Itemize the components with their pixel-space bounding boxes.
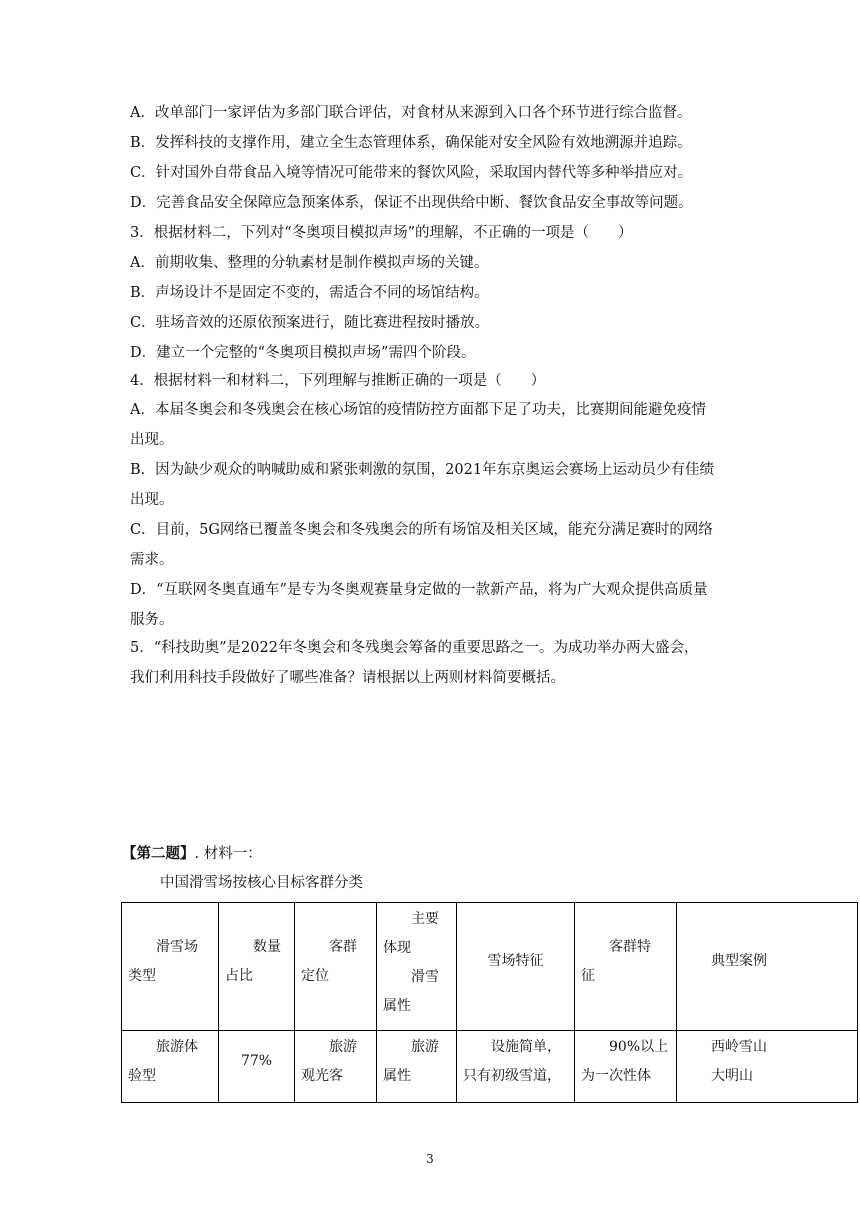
question-5-cont: 我们利用科技手段做好了哪些准备？请根据以上两则材料简要概括。 [130,670,565,686]
header-target: 客群 定位 [295,903,377,1031]
section-heading [122,844,262,864]
header-attribute: 主要 体现 滑雪 属性 [377,903,457,1031]
option-c-cont: 需求。 [130,552,174,568]
question-4: 4．根据材料一和材料二，下列理解与推断正确的一项是（ ） [130,373,546,389]
option-a: A．本届冬奥会和冬残奥会在核心场馆的疫情防控方面都下足了功夫，比赛期间能避免疫情 [130,402,706,418]
question-3: 3．根据材料二，下列对“冬奥项目模拟声场”的理解，不正确的一项是（ ） [130,225,633,241]
option-b: B．声场设计不是固定不变的，需适合不同的场馆结构。 [130,285,489,301]
ski-resort-table [121,902,858,1103]
question-5: 5．“科技助奥”是2022年冬奥会和冬残奥会筹备的重要思路之一。为成功举办两大盛会， [130,640,699,656]
option-c: C．针对国外自带食品入境等情况可能带来的餐饮风险，采取国内替代等多种举措应对。 [130,165,693,181]
header-examples: 典型案例 [677,903,858,1031]
cell-attribute: 旅游 属性 [377,1031,457,1103]
header-share: 数量 占比 [219,903,295,1031]
option-a: A．改单部门一家评估为多部门联合评估，对食材从来源到入口各个环节进行综合监督。 [130,105,692,121]
header-customers: 客群特 征 [575,903,677,1031]
cell-type: 旅游体 验型 [122,1031,219,1103]
section-heading-suffix: . 材料一： [194,846,262,862]
section-heading-label: 【第二题】 [122,845,195,862]
option-c: C．驻场音效的还原依预案进行，随比赛进程按时播放。 [130,315,490,331]
option-d: D．“互联网冬奥直通车”是专为冬奥观赛量身定做的一款新产品，将为广大观众提供高质量 [130,582,708,598]
cell-examples: 西岭雪山 大明山 [677,1031,858,1103]
option-d: D．建立一个完整的“冬奥项目模拟声场”需四个阶段。 [130,345,476,361]
option-b-cont: 出现。 [130,492,174,508]
option-c: C．目前，5G网络已覆盖冬奥会和冬残奥会的所有场馆及相关区域，能充分满足赛时的网络 [130,522,713,538]
header-features: 雪场特征 [457,903,575,1031]
option-b: B．因为缺少观众的呐喊助威和紧张刺激的氛围，2021年东京奥运会赛场上运动员少有佳绩 [130,462,715,478]
option-d: D．完善食品安全保障应急预案体系，保证不出现供给中断、餐饮食品安全事故等问题。 [130,195,693,211]
option-d-cont: 服务。 [130,612,174,628]
cell-features: 设施简单， 只有初级雪道， [457,1031,575,1103]
cell-share: 77% [219,1031,295,1103]
cell-target: 旅游 观光客 [295,1031,377,1103]
table-row [122,1031,858,1103]
option-a: A．前期收集、整理的分轨素材是制作模拟声场的关键。 [130,255,489,271]
option-a-cont: 出现。 [130,432,174,448]
table-header-row [122,903,858,1031]
option-b: B．发挥科技的支撑作用，建立全生态管理体系，确保能对安全风险有效地溯源并追踪。 [130,135,692,151]
table-title: 中国滑雪场按核心目标客群分类 [160,875,363,891]
header-type: 滑雪场 类型 [122,903,219,1031]
cell-customers: 90%以上 为一次性体 [575,1031,677,1103]
page-number: 3 [426,1152,434,1166]
